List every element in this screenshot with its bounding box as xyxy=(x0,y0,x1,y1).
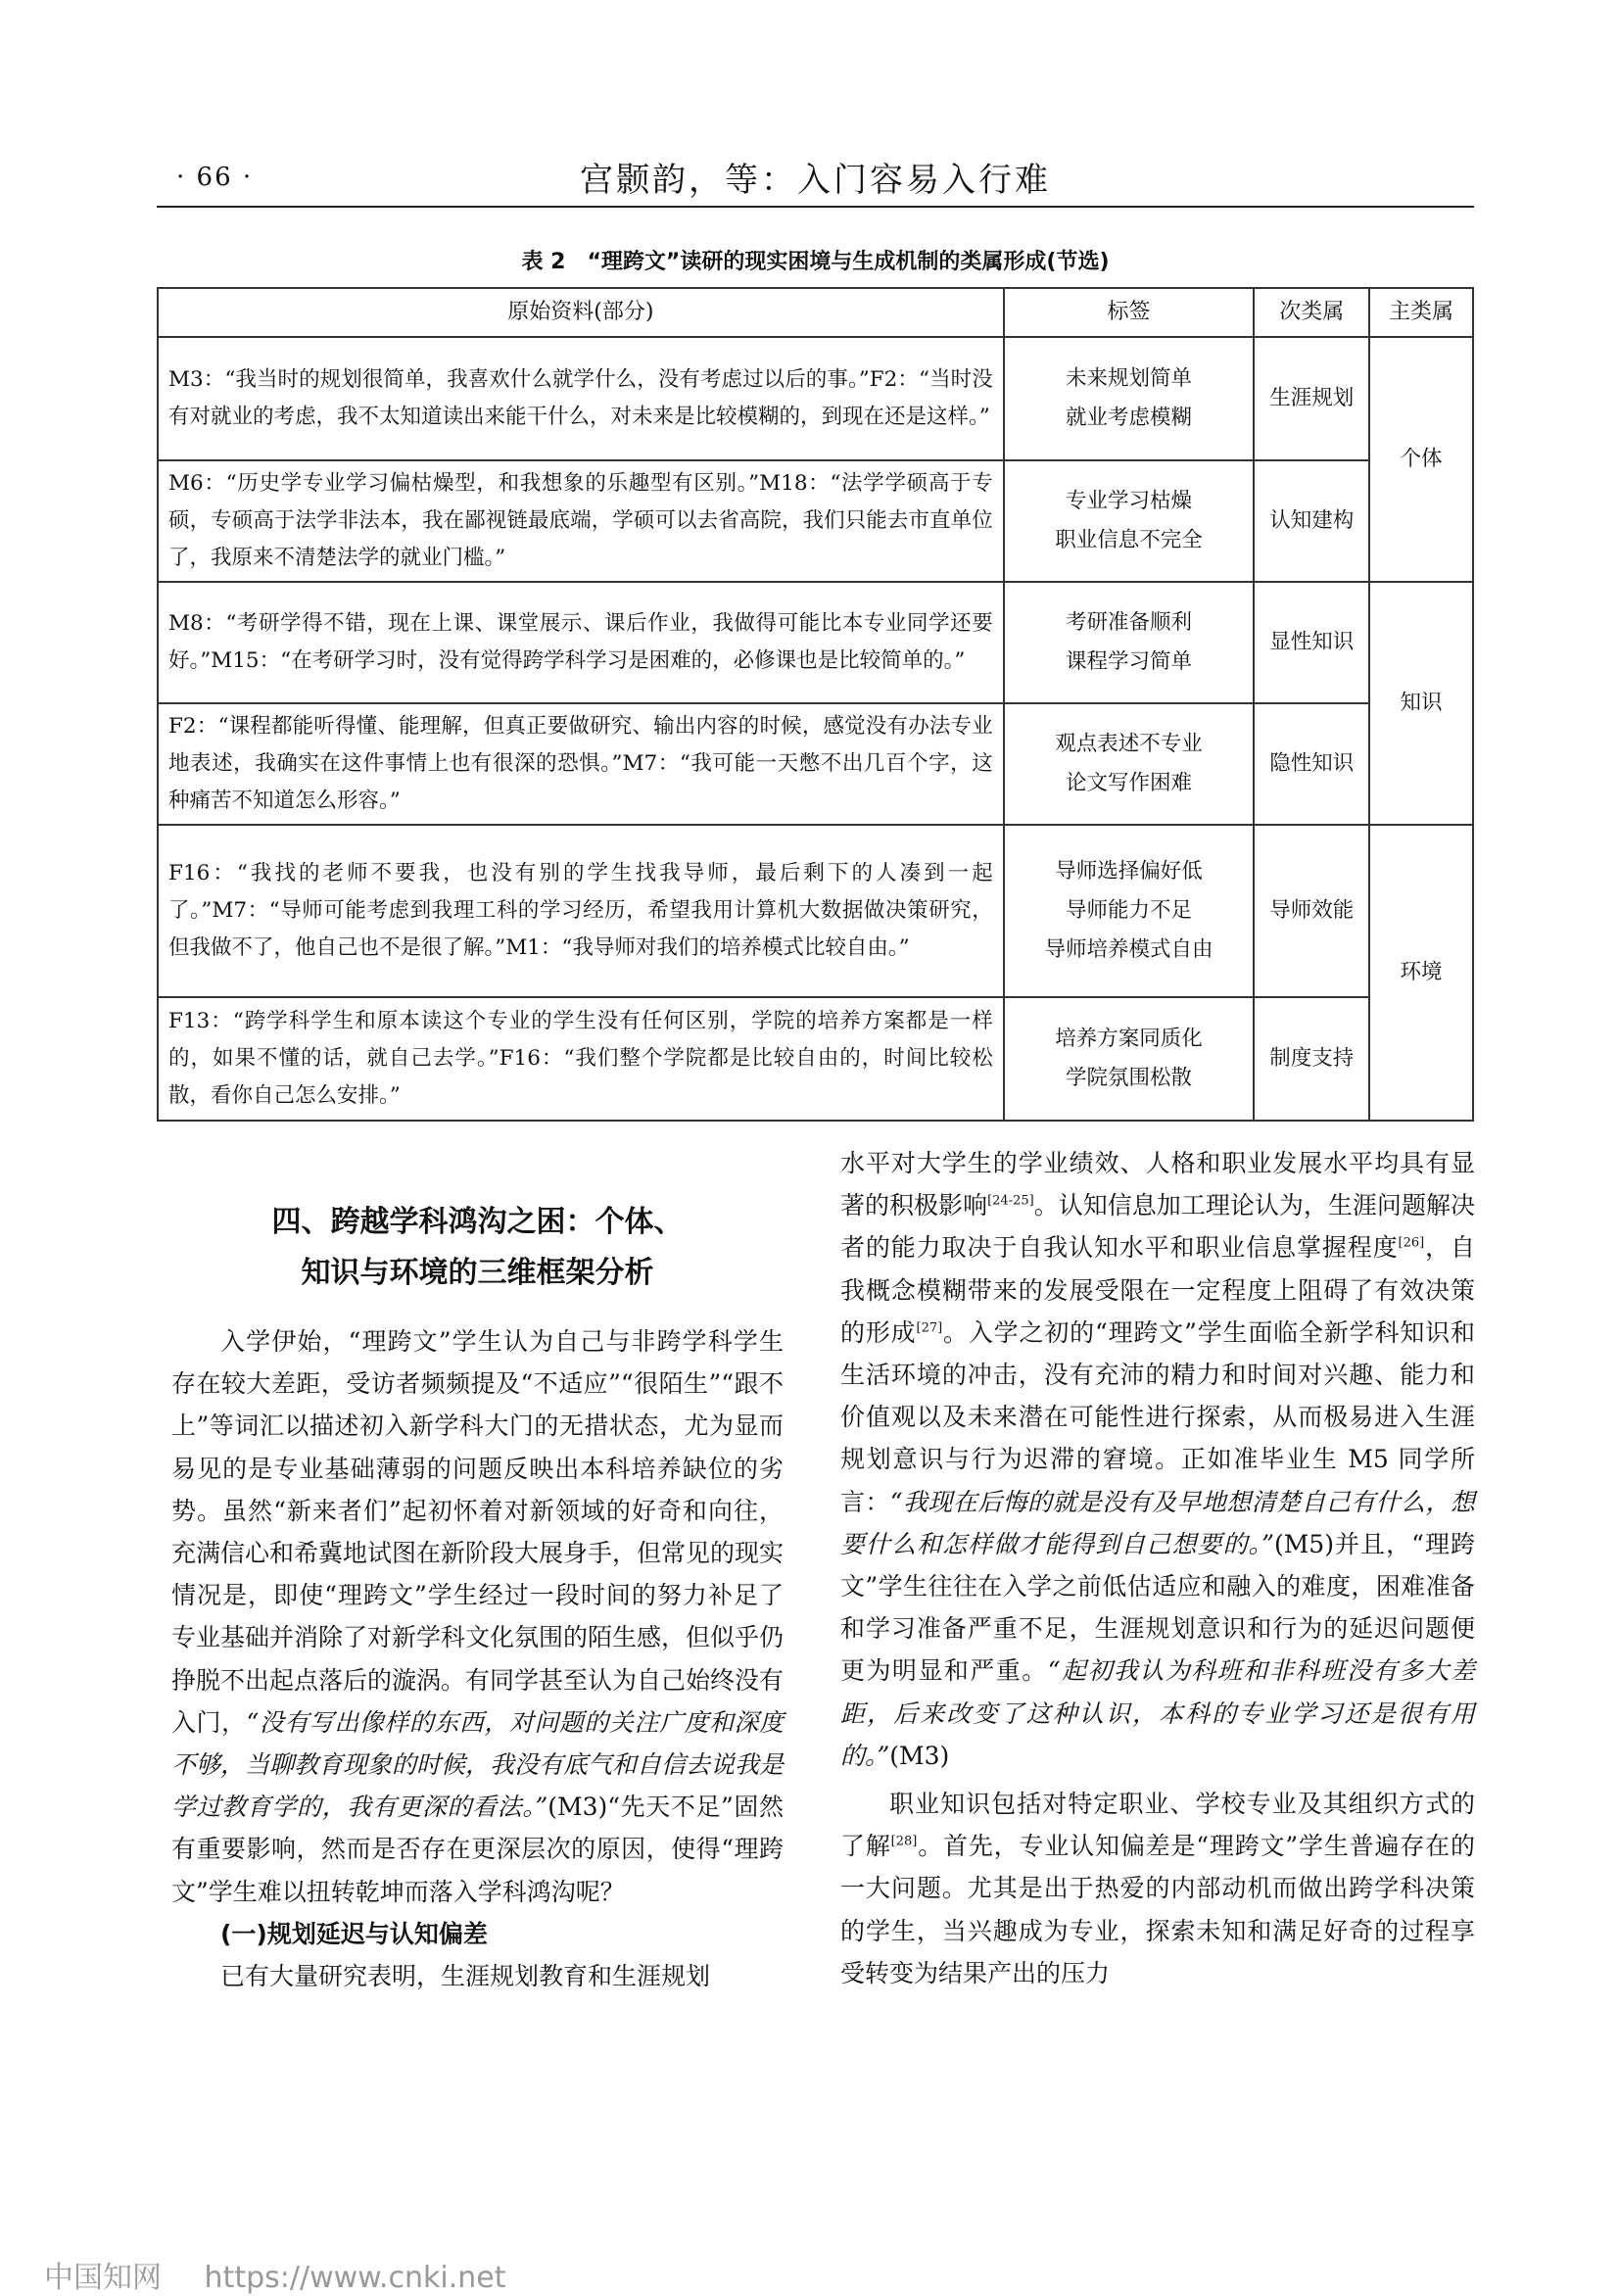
table-row xyxy=(158,825,1473,997)
citation: [26] xyxy=(1398,1236,1425,1252)
citation: [28] xyxy=(890,1834,918,1849)
tag-label: 导师选择偏好低 xyxy=(1055,859,1203,884)
page-number: · 66 · xyxy=(176,163,254,192)
subcategory-cell: 生涯规划 xyxy=(1254,337,1369,460)
main-category-cell: 知识 xyxy=(1369,582,1473,825)
tag-cell xyxy=(1004,703,1255,825)
watermark-footer xyxy=(44,2253,539,2296)
tag-cell xyxy=(1004,825,1255,997)
paragraph-text: (M3) xyxy=(889,1741,950,1770)
subsection-heading: (一)规划延迟与认知偏差 xyxy=(220,1919,488,1948)
column-header: 主类属 xyxy=(1369,288,1473,337)
tag-cell xyxy=(1004,582,1255,703)
paragraph-text: (M5)并且，“理跨文”学生往往在入学之前低估适应和融入的难度，困难准备和学习准备严重不足，生涯规划意识和行为的延迟问题便更为明显和严重。 xyxy=(840,1529,1475,1686)
tag-label: 观点表述不专业 xyxy=(1055,732,1203,756)
subcategory-cell: 隐性知识 xyxy=(1254,703,1369,825)
interview-quote: “没有写出像样的东西，对问题的关注广度和深度不够，当聊教育现象的时候，我没有底气和自信去说我是学过教育学的，我有更深的看法。” xyxy=(171,1707,785,1822)
tag-label: 学院氛围松散 xyxy=(1066,1066,1193,1090)
main-category-cell: 环境 xyxy=(1369,825,1473,1121)
source-cell: M3：“我当时的规划很简单，我喜欢什么就学什么，没有考虑过以后的事。”F2：“当时没有对就业的考虑，我不太知道读出来能干什么，对未来是比较模糊的，到现在还是这样。” xyxy=(158,337,1004,460)
tag-label: 专业学习枯燥 xyxy=(1066,489,1193,513)
subcategory-cell: 导师效能 xyxy=(1254,825,1369,997)
source-cell: M8：“考研学得不错，现在上课、课堂展示、课后作业，我做得可能比本专业同学还要好。”M15：“在考研学习时，没有觉得跨学科学习是困难的，必修课也是比较简单的。” xyxy=(158,582,1004,703)
tag-label: 导师培养模式自由 xyxy=(1044,937,1214,962)
site-url: https://www.cnki.net xyxy=(204,2261,506,2295)
paragraph-text: (M3)“先天不足”固然有重要影响，然而是否存在更深层次的原因，使得“理跨文”学生难以扭转乾坤而落入学科鸿沟呢？ xyxy=(171,1793,784,1906)
table-row xyxy=(158,337,1473,460)
table-row xyxy=(158,703,1473,825)
tag-label: 考研准备顺利 xyxy=(1066,610,1193,635)
source-cell: F16：“我找的老师不要我，也没有别的学生找我导师，最后剩下的人凑到一起了。”M7：“导师可能考虑到我理工科的学习经历，希望我用计算机大数据做决策研究，但我做不了，他自己也不是很了解。”M1：“我导师对我们的培养模式比较自由。” xyxy=(158,825,1004,997)
paragraph-text: 。认知信息加工理论认为，生涯问题解决者的能力取决于自我认知水平和职业信息掌握程度 xyxy=(840,1191,1475,1263)
body-paragraph xyxy=(840,1783,1475,1994)
paragraph-text: 。入学之初的“理跨文”学生面临全新学科知识和生活环境的冲击，没有充沛的精力和时间对兴趣、能力和价值观以及未来潜在可能性进行探索，从而极易进入生涯规划意识与行为迟滞的窘境。正如准毕业生 M5 同学所言： xyxy=(840,1317,1475,1516)
left-column xyxy=(171,1142,784,1997)
running-title: 宫颢韵，等：入门容易入行难 xyxy=(580,161,1051,200)
main-category-cell: 个体 xyxy=(1369,337,1473,582)
body-paragraph xyxy=(171,1320,784,1913)
source-cell: F13：“跨学科学生和原本读这个专业的学生没有任何区别，学院的培养方案都是一样的，如果不懂的话，就自己去学。”F16：“我们整个学院都是比较自由的，时间比较松散，看你自己怎么安排。” xyxy=(158,997,1004,1121)
subcategory-cell: 认知建构 xyxy=(1254,460,1369,582)
table-row xyxy=(158,582,1473,703)
column-header: 次类属 xyxy=(1254,288,1369,337)
tag-label: 培养方案同质化 xyxy=(1055,1027,1203,1051)
tag-cell xyxy=(1004,337,1255,460)
interview-quote: “我现在后悔的就是没有及早地想清楚自己有什么，想要什么和怎样做才能得到自己想要的。” xyxy=(840,1487,1475,1558)
source-cell: F2：“课程都能听得懂、能理解，但真正要做研究、输出内容的时候，感觉没有办法专业地表述，我确实在这件事情上也有很深的恐惧。”M7：“我可能一天憋不出几百个字，这种痛苦不知道怎么形容。” xyxy=(158,703,1004,825)
tag-label: 职业信息不完全 xyxy=(1055,528,1203,552)
table-row xyxy=(158,460,1473,582)
tag-label: 就业考虑模糊 xyxy=(1066,406,1193,430)
table-row xyxy=(158,997,1473,1121)
tag-cell xyxy=(1004,997,1255,1121)
paragraph-text: ，自我概念模糊带来的发展受限在一定程度上阻碍了有效决策的形成 xyxy=(840,1233,1475,1347)
page-header xyxy=(157,147,1474,204)
paragraph-text: 。首先，专业认知偏差是“理跨文”学生普遍存在的一大问题。尤其是出于热爱的内部动机而做出跨学科决策的学生，当兴趣成为专业，探索未知和满足好奇的过程享受转变为结果产出的压力 xyxy=(840,1832,1475,1987)
right-column xyxy=(840,1142,1475,1994)
tag-label: 课程学习简单 xyxy=(1066,649,1193,674)
column-header: 标签 xyxy=(1004,288,1255,337)
body-paragraph xyxy=(840,1142,1475,1777)
table-caption: 表 2 “理跨文”读研的现实困境与生成机制的类属形成(节选) xyxy=(521,250,1110,274)
tag-label: 导师能力不足 xyxy=(1066,898,1193,923)
section-heading-line: 四、跨越学科鸿沟之困：个体、 xyxy=(271,1205,684,1239)
interview-quote: “起初我认为科班和非科班没有多大差距，后来改变了这种认识，本科的专业学习还是很有用的。” xyxy=(840,1656,1475,1770)
paragraph-text: 水平对大学生的学业绩效、人格和职业发展水平均具有显著的积极影响 xyxy=(840,1149,1475,1220)
tag-label: 未来规划简单 xyxy=(1066,366,1193,391)
subcategory-cell: 显性知识 xyxy=(1254,582,1369,703)
subcategory-cell: 制度支持 xyxy=(1254,997,1369,1121)
section-heading xyxy=(171,1197,784,1299)
tag-label: 论文写作困难 xyxy=(1066,771,1193,795)
paragraph-text: 职业知识包括对特定职业、学校专业及其组织方式的了解 xyxy=(840,1790,1475,1861)
data-table xyxy=(157,287,1474,1122)
header-rule xyxy=(157,206,1474,208)
body-paragraph: 已有大量研究表明，生涯规划教育和生涯规划 xyxy=(220,1962,711,1991)
paragraph-text: 入学伊始，“理跨文”学生认为自己与非跨学科学生存在较大差距，受访者频频提及“不适应”“很陌生”“跟不上”等词汇以描述初入新学科大门的无措状态，尤为显而易见的是专业基础薄弱的问题反映出本科培养缺位的劣势。虽然“新来者们”起初怀着对新领域的好奇和向往，充满信心和希冀地试图在新阶段大展身手，但常见的现实情况是，即使“理跨文”学生经过一段时间的努力补足了专业基础并消除了对新学科文化氛围的陌生感，但似乎仍挣脱不出起点落后的漩涡。有同学甚至认为自己始终没有入门， xyxy=(171,1327,785,1737)
site-brand: 中国知网 xyxy=(44,2261,162,2295)
citation: [27] xyxy=(916,1320,943,1336)
tag-cell xyxy=(1004,460,1255,582)
citation: [24-25] xyxy=(987,1193,1034,1209)
column-header: 原始资料(部分) xyxy=(158,288,1004,337)
source-cell: M6：“历史学专业学习偏枯燥型，和我想象的乐趣型有区别。”M18：“法学学硕高于专硕，专硕高于法学非法本，我在鄙视链最底端，学硕可以去省高院，我们只能去市直单位了，我原来不清楚法学的就业门槛。” xyxy=(158,460,1004,582)
section-heading-line: 知识与环境的三维框架分析 xyxy=(301,1256,654,1290)
table-header-row xyxy=(158,288,1473,337)
